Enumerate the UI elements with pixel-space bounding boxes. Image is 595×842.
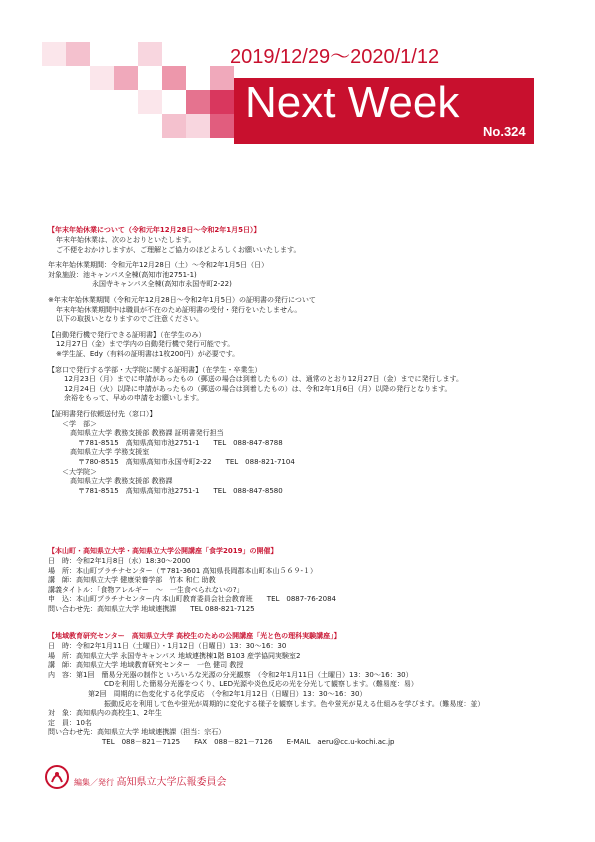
pink-square bbox=[210, 90, 234, 114]
body-line: ※学生証、Edy（有料の証明書は1枚200円）が必要です。 bbox=[56, 350, 240, 358]
issue-number: No.324 bbox=[483, 124, 526, 139]
body-line: 【証明書発行依頼送付先（窓口）】 bbox=[48, 410, 157, 418]
body-line: 講 師：高知県立大学 健康栄養学部 竹本 和仁 助教 bbox=[48, 576, 216, 585]
body-line: ＜学 部＞ bbox=[62, 419, 97, 428]
body-line: 高知県立大学 教務支援部 教務課 証明書発行担当 bbox=[70, 429, 224, 438]
body-line: 講義タイトル：「食物アレルギー ～ 一生食べられないの?」 bbox=[48, 585, 244, 594]
body-line: 年末年始休業は、次のとおりといたします。 bbox=[56, 236, 196, 244]
pink-square bbox=[162, 114, 186, 138]
body-line: 〒781-8515 高知県高知市池2751-1 TEL 088-847-8788 bbox=[78, 438, 283, 447]
body-line: ※年末年始休業期間（令和元年12月28日～令和2年1月5日）の証明書の発行について bbox=[48, 296, 316, 304]
section-heading: 【年末年始休業について（令和元年12月28日～令和2年1月5日）】 bbox=[48, 226, 261, 234]
pink-square bbox=[210, 114, 234, 138]
body-line: 日 時：令和2年1月8日（水）18:30～2000 bbox=[48, 557, 191, 565]
body-line: 振動反応を利用して色や蛍光が周期的に変化する様子を観察します。色や蛍光が見える仕組みを学びます。（難易度：並） bbox=[104, 699, 485, 708]
body-line: 〒780-8515 高知県高知市永国寺町2-22 TEL 088-821-7104 bbox=[78, 458, 295, 466]
pink-square bbox=[210, 66, 234, 90]
body-line: 年末年始休業期間：令和元年12月28日（土）～令和2年1月5日（日） bbox=[48, 261, 269, 270]
body-line: 内 容：第1回 簡易分光器の制作と いろいろな光源の分光観察 （令和2年1月11日（土曜日）13：30～16：30） bbox=[48, 670, 413, 679]
date-range: 2019/12/29～2020/1/12 bbox=[230, 46, 440, 68]
pink-square bbox=[114, 66, 138, 90]
body-line: 永国寺キャンパス全棟(高知市永国寺町2-22) bbox=[92, 280, 232, 289]
body-line: 〒781-8515 高知県高知市池2751-1 TEL 088-847-8580 bbox=[78, 486, 283, 495]
footer-org: 高知県立大学広報委員会 bbox=[116, 777, 227, 788]
pink-square bbox=[186, 90, 210, 114]
body-line: 問い合わせ先：高知県立大学 地域連携課 TEL 088-821-7125 bbox=[48, 605, 255, 613]
body-line: 定 員：10名 bbox=[48, 718, 92, 727]
body-line: 場 所：高知県立大学 永国寺キャンパス 地域連携棟1階 B103 産学協同実験室2 bbox=[48, 651, 301, 660]
body-line: 問い合わせ先：高知県立大学 地域連携課（担当：宗石） bbox=[48, 728, 226, 737]
body-line: 【窓口で発行する学部・大学院に関する証明書】（在学生・卒業生） bbox=[48, 365, 262, 374]
body-line: 余裕をもって、早めの申請をお願いします。 bbox=[64, 394, 204, 403]
body-line: 第2回 周期的に色変化する化学反応 （令和2年1月12日（日曜日）13：30～16：30） bbox=[88, 690, 367, 698]
body-line: 日 時：令和2年1月11日（土曜日）・1月12日（日曜日）13：30～16：30 bbox=[48, 642, 287, 650]
body-line: ＜大学院＞ bbox=[62, 467, 97, 476]
pink-square bbox=[186, 114, 210, 138]
body-line: CDを利用した簡易分光器をつくり、LED光源や炎色反応の光を分光して観察します。（難易度：易） bbox=[104, 680, 418, 689]
body-line: 対 象：高知県内の高校生1、2年生 bbox=[48, 709, 162, 718]
newsletter-title: Next Week bbox=[245, 78, 460, 127]
body-line: 12月27日（金）まで学内の自動発行機で発行可能です。 bbox=[56, 340, 235, 349]
body-line: 年末年始休業期間中は職員が不在のため証明書の受付・発行をいたしません。 bbox=[56, 305, 302, 314]
body-line: 高知県立大学 学務支援室 bbox=[70, 448, 150, 457]
university-logo-icon bbox=[44, 764, 70, 790]
body-line: 12月24日（火）以降に申請があったもの（郵送の場合は到着したもの）は、令和2年1月6日（月）以降の発行となります。 bbox=[64, 384, 452, 393]
pink-square bbox=[66, 42, 90, 66]
body-line: ご不便をおかけしますが、ご理解とご協力のほどよろしくお願いいたします。 bbox=[56, 245, 301, 254]
body-line: 以下の取扱いとなりますのでご注意ください。 bbox=[56, 315, 203, 324]
section-heading: 【本山町・高知県立大学・高知県立大学公開講座「食学2019」の開催】 bbox=[48, 547, 278, 555]
section-heading: 【地域教育研究センター 高知県立大学 高校生のための公開講座「光と色の理科実験講座」】 bbox=[48, 632, 341, 640]
footer-credit bbox=[74, 773, 227, 788]
body-line: 高知県立大学 教務支援部 教務課 bbox=[70, 477, 173, 486]
body-line: 場 所：本山町プラチナセンター（〒781-3601 高知県長岡郡本山町本山５６９-１） bbox=[48, 566, 318, 575]
body-line: 【自動発行機で発行できる証明書】（在学生のみ） bbox=[48, 330, 206, 339]
pink-square bbox=[90, 66, 114, 90]
pink-square bbox=[162, 66, 186, 90]
body-line: 12月23日（月）までに申請があったもの（郵送の場合は到着したもの）は、通常のとおり12月27日（金）までに発行します。 bbox=[64, 375, 463, 384]
footer-edit-label: 編集／発行 bbox=[74, 778, 114, 787]
pink-square bbox=[138, 42, 162, 66]
body-line: TEL 088－821－7125 FAX 088－821－7126 E-MAIL aeru@cc.u-kochi.ac.jp bbox=[102, 738, 395, 746]
body-line: 対象施設：池キャンパス全棟(高知市池2751-1) bbox=[48, 270, 197, 279]
body-line: 講 師：高知県立大学 地域教育研究センター 一色 健司 教授 bbox=[48, 661, 244, 670]
pink-square bbox=[138, 90, 162, 114]
pink-square bbox=[42, 42, 66, 66]
body-line: 申 込：本山町プラチナセンター内 本山町教育委員会社会教育班 TEL 0887-76-2084 bbox=[48, 595, 336, 604]
